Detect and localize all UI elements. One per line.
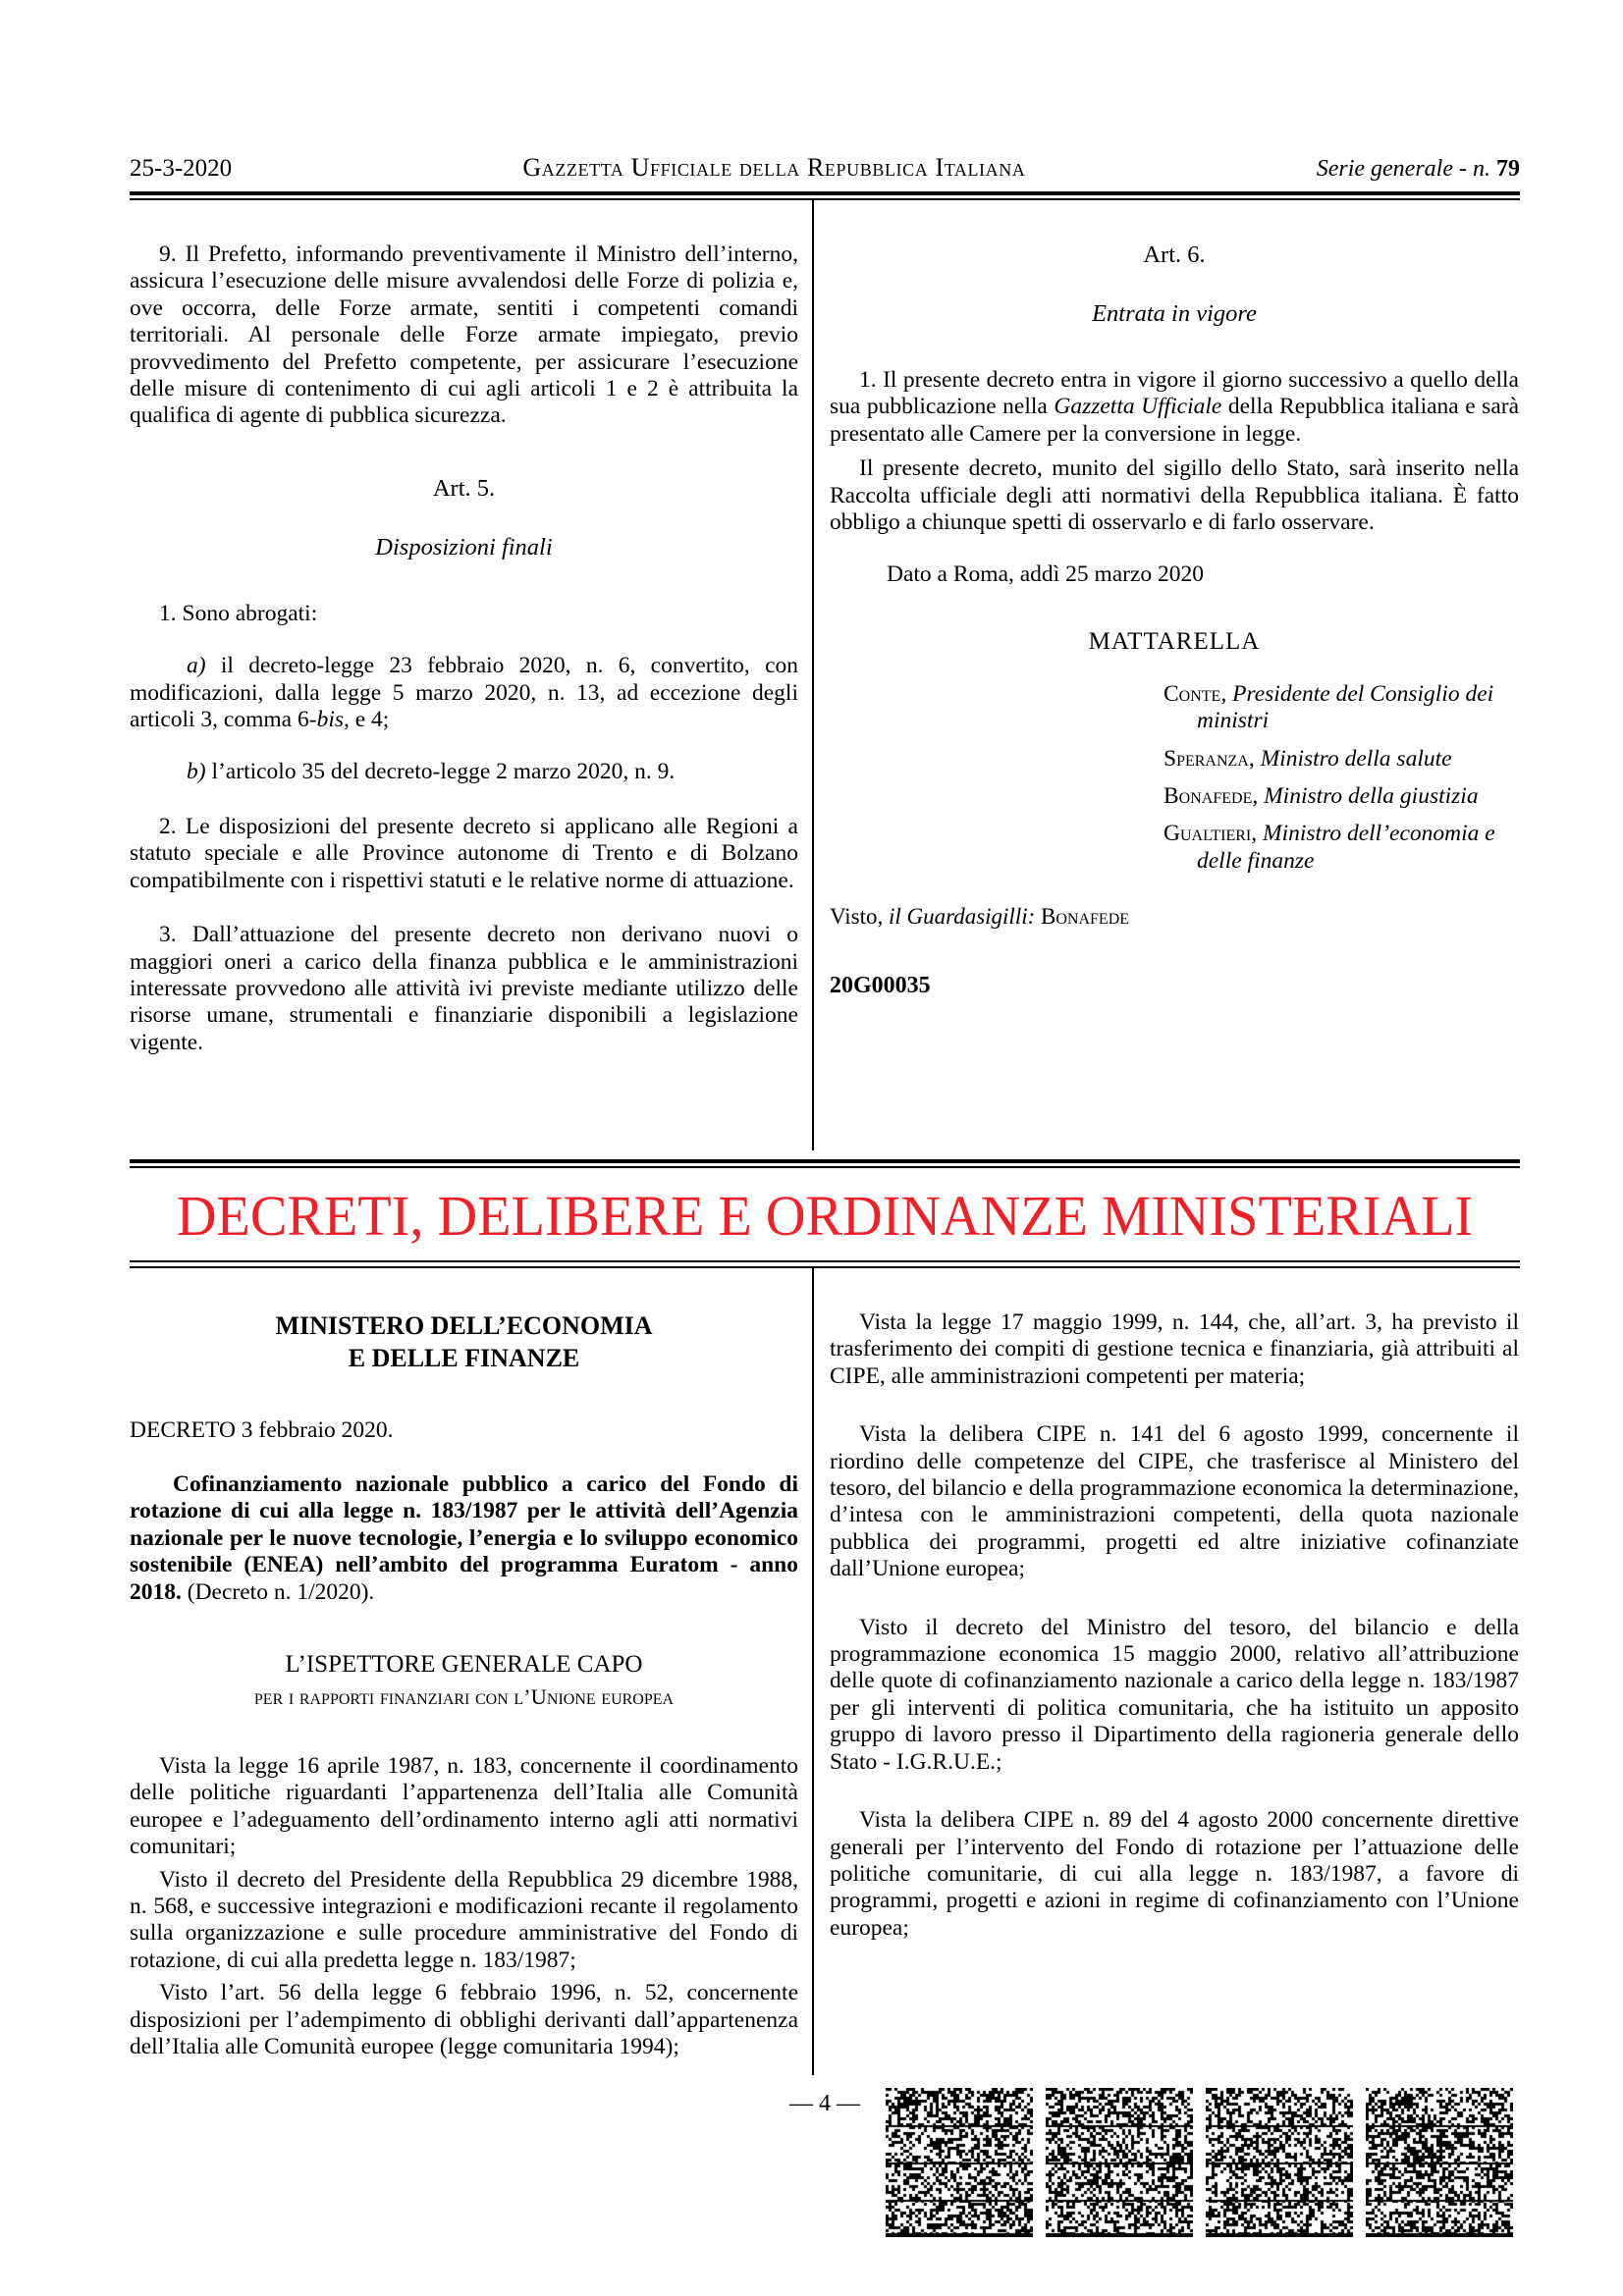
guardasigilli-name: Bonafede — [1041, 904, 1130, 930]
recital-paragraph: Visto l’art. 56 della legge 6 febbraio 1996, n. 52, concernente disposizioni per l’adempimento di obblighi derivanti dall’appartenenza dell’Italia alle Comunità europee (legge comunitaria 1994); — [130, 1980, 798, 2060]
article-4-paragraph-9: 9. Il Prefetto, informando preventivamente il Ministro dell’interno, assicura l’esecuzione delle misure avvalendosi delle Forze di polizia e, ove occorra, delle Forze armate, sentiti i competenti comandi territoriali. Al personale delle Forze armate impiegato, previo provvedimento del Prefetto competente, per assicurare l’esecuzione delle misure di contenimento di cui agli articoli 1 e 2 è attribuita la qualifica di agente di pubblica sicurezza. — [130, 241, 798, 429]
left-column — [130, 1268, 798, 2075]
minister-title: Ministro della giustizia — [1264, 783, 1479, 810]
minister-name: Bonafede, — [1163, 783, 1259, 810]
masthead-title: Gazzetta Ufficiale della Repubblica Italiana — [522, 153, 1026, 182]
band-bottom-rule — [130, 1260, 1520, 1268]
article-5-paragraph-2: 2. Le disposizioni del presente decreto si applicano alle Regioni a statuto speciale e alle Province autonome di Trento e di Bolzano compatibilmente con i rispettivi statuti e le relative norme di attuazione. — [130, 813, 798, 893]
issue-number: 79 — [1496, 156, 1520, 182]
minister-signature — [1163, 746, 1519, 773]
issuing-officer-heading: L’ISPETTORE GENERALE CAPO — [285, 1651, 643, 1679]
column-divider — [812, 1268, 814, 2075]
decree-body-section — [130, 200, 1520, 1150]
item-a-marker: a) — [187, 653, 206, 679]
article-5-heading: Art. 5. — [432, 474, 496, 502]
article-5-item-a: a) il decreto-legge 23 febbraio 2020, n. 6, convertito, con modificazioni, dalla legge 5 marzo 2020, n. 13, ad eccezione degli articoli 3, comma 6-bis, e 4; — [130, 653, 798, 733]
column-divider — [812, 200, 814, 1150]
minister-title: Ministro dell’economia e delle finanze — [1197, 821, 1495, 874]
recital-paragraph: Visto il decreto del Ministro del tesoro, del bilancio e della programmazione economica 15 maggio 2000, relativo all’attribuzione delle quote di cofinanziamento nazionale a carico della legge n. 183/1987 per gli interventi di politica comunitaria, che ha istituito un apposito gruppo di lavoro presso il Dipartimento della ragioneria generale dello Stato - I.G.R.U.E.; — [830, 1614, 1519, 1775]
article-5-item-b: b) l’articolo 35 del decreto-legge 2 marzo 2020, n. 9. — [187, 759, 676, 785]
recital-paragraph: Vista la delibera CIPE n. 141 del 6 agosto 1999, concernente il riordino delle competenze del CIPE, che trasferisce al Ministero del tesoro, del bilancio e della programmazione economica la determinazione, d’intesa con le amministrazioni competenti, della quota nazionale pubblica dei programmi, progetti ed altre iniziative cofinanziate dall’Unione europea; — [830, 1421, 1519, 1582]
recital-paragraph: Visto il decreto del Presidente della Repubblica 29 dicembre 1988, n. 568, e successive integrazioni e modificazioni recante il regolamento sulla organizzazione e sulle procedure amministrative del Fondo di rotazione, di cui alla predetta legge n. 183/1987; — [130, 1866, 798, 1973]
guardasigilli-line: Visto, il Guardasigilli: Bonafede — [830, 904, 1130, 930]
date-of-issue-line: Dato a Roma, addì 25 marzo 2020 — [887, 561, 1205, 588]
page-header — [130, 0, 1520, 183]
decree-summary: Cofinanziamento nazionale pubblico a carico del Fondo di rotazione di cui alla legge n. 183/1987 per le attività dell’Agenzia nazionale per le nuove tecnologie, l’energia e lo sviluppo economico sostenibile (ENEA) nell’ambito del programma Euratom - anno 2018. (Decreto n. 1/2020). — [130, 1471, 798, 1605]
minister-name: Gualtieri, — [1163, 821, 1258, 847]
recital-paragraph: Vista la legge 17 maggio 1999, n. 144, che, all’art. 3, ha previsto il trasferimento dei compiti di gestione tecnica e finanziaria, già attribuiti al CIPE, alle amministrazioni competenti per materia; — [830, 1309, 1519, 1389]
ministerial-decrees-section — [130, 1268, 1520, 2075]
minister-signature — [1163, 821, 1519, 875]
ministry-heading: MINISTERO DELL’ECONOMIA E DELLE FINANZE — [275, 1311, 653, 1372]
signature-barcode-block — [886, 2088, 1033, 2237]
left-column — [130, 200, 798, 1150]
section-banner-title: DECRETI, DELIBERE E ORDINANZE MINISTERIALI — [176, 1184, 1474, 1248]
recital-paragraph: Vista la legge 16 aprile 1987, n. 183, concernente il coordinamento delle politiche riguardanti l’appartenenza dell’Italia alle Comunità europee e l’adeguamento dell’ordinamento interno agli atti normativi comunitari; — [130, 1753, 798, 1860]
minister-title: Ministro della salute — [1260, 745, 1452, 772]
decree-code: 20G00035 — [830, 973, 931, 999]
header-double-rule — [130, 191, 1520, 200]
article-5-paragraph-3: 3. Dall’attuazione del presente decreto non derivano nuovi o maggiori oneri a carico della finanza pubblica e le amministrazioni interessate provvedono alle attività ivi previste mediante utilizzo delle risorse umane, strumentali e finanziarie disponibili a legislazione vigente. — [130, 922, 798, 1055]
article-6-paragraph-2: Il presente decreto, munito del sigillo dello Stato, sarà inserito nella Raccolta ufficiale degli atti normativi della Repubblica italiana. È fatto obbligo a chiunque spetti di osservarlo e di farlo osservare. — [830, 455, 1519, 536]
item-b-marker: b) — [187, 759, 206, 785]
header-date: 25-3-2020 — [130, 155, 233, 182]
article-6-heading: Art. 6. — [1143, 241, 1206, 268]
article-6-paragraph-1: 1. Il presente decreto entra in vigore il giorno successivo a quello della sua pubblicazione nella Gazzetta Ufficiale della Repubblica italiana e sarà presentato alle Camere per la conversione in legge. — [830, 367, 1519, 447]
signature-barcode-block — [1046, 2088, 1193, 2237]
right-column — [830, 200, 1519, 1150]
minister-signature — [1163, 681, 1519, 735]
issuing-officer-subheading: per i rapporti finanziari con l’Unione europea — [253, 1684, 675, 1710]
page-footer — [130, 2075, 1520, 2252]
president-signature: MATTARELLA — [1088, 627, 1261, 655]
decree-date-line: DECRETO 3 febbraio 2020. — [130, 1417, 394, 1443]
minister-title: Presidente del Consiglio dei ministri — [1197, 680, 1494, 734]
minister-name: Conte, — [1163, 680, 1227, 707]
article-6-subtitle: Entrata in vigore — [1092, 300, 1257, 327]
band-top-rule — [130, 1159, 1520, 1168]
right-column — [830, 1268, 1519, 2075]
page-number: — 4 — — [789, 2091, 860, 2116]
signature-barcode-block — [1366, 2088, 1513, 2237]
signature-barcode-block — [1206, 2088, 1353, 2237]
minister-name: Speranza, — [1163, 745, 1255, 772]
article-5-paragraph-1: 1. Sono abrogati: — [159, 600, 318, 626]
article-5-subtitle: Disposizioni finali — [375, 533, 553, 561]
minister-signature — [1163, 783, 1519, 810]
series-name: Serie generale - n. — [1316, 156, 1496, 182]
series-label — [1317, 156, 1520, 183]
recital-paragraph: Vista la delibera CIPE n. 89 del 4 agosto 2000 concernente direttive generali per l’intervento del Fondo di rotazione per l’attuazione delle politiche comunitarie, di cui alla legge n. 183/1987, a favore di programmi, progetti e azioni in regime di cofinanziamento con l’Unione europea; — [830, 1807, 1519, 1941]
signature-barcode-row — [886, 2088, 1513, 2237]
ministers-signature-block — [1163, 681, 1519, 875]
